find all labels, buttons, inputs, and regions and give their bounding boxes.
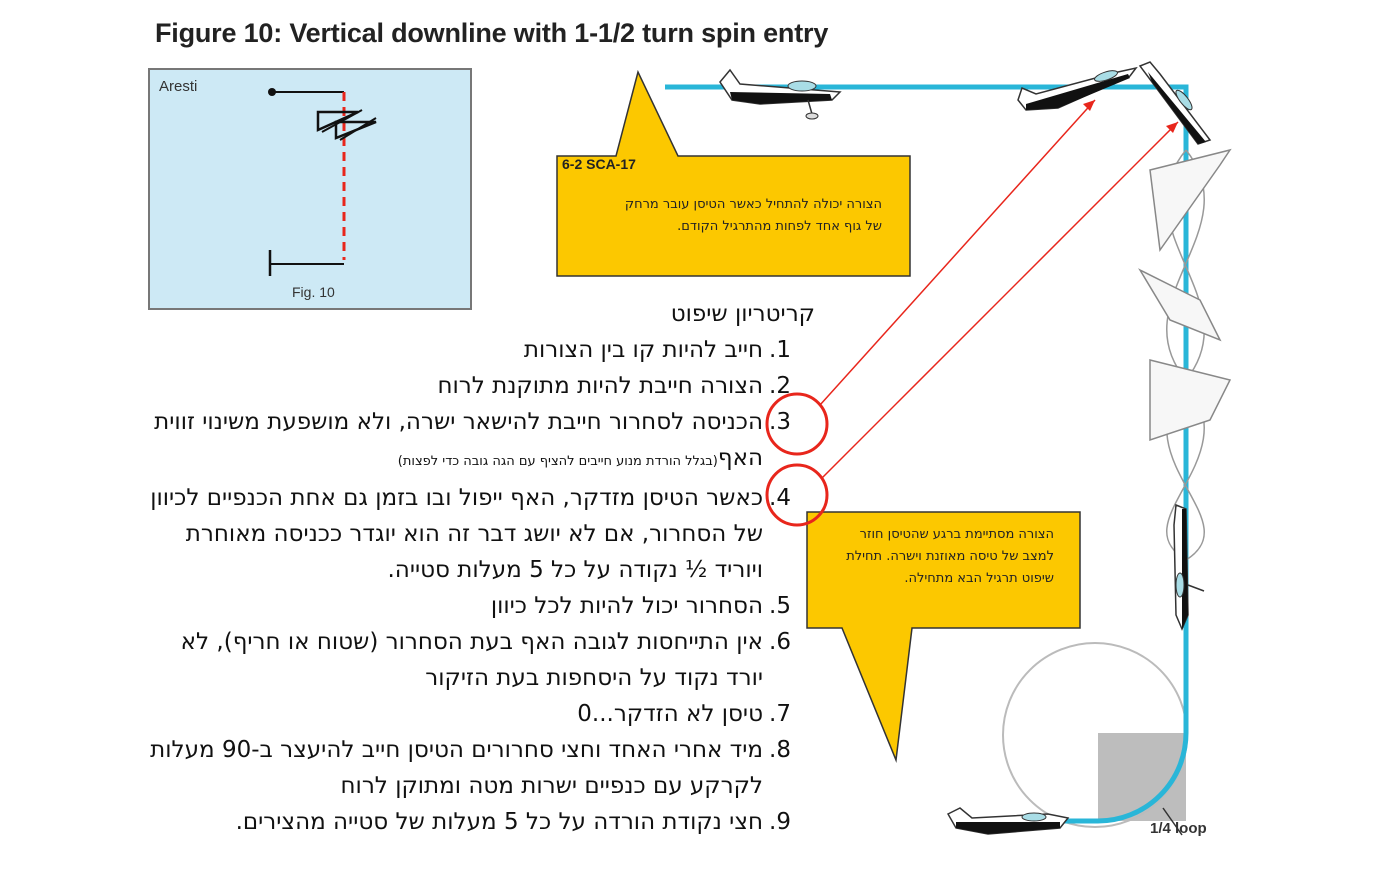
criteria-item: 2. הצורה חייבת להיות מתוקנת לרוח xyxy=(437,373,791,399)
callout-top-text: הצורה יכולה להתחיל כאשר הטיסן עובר מרחק של גוף אחד לפחות מהתרגיל הקודם. xyxy=(624,197,882,234)
criteria-heading: קריטריון שיפוט xyxy=(670,301,815,327)
aresti-caption: Fig. 10 xyxy=(292,284,335,300)
airplane-exit xyxy=(948,808,1068,834)
airplane-downline xyxy=(1174,505,1204,629)
airplane-stall xyxy=(1140,62,1210,144)
criteria-item: 9. חצי נקודת הורדה על כל 5 מעלות של סטייה מהצירים. xyxy=(235,809,791,835)
criteria-item: 8. מיד אחרי האחד וחצי סחרורים הטיסן חייב להיעצר ב-90 מעלות לקרקע עם כנפיים ישרות מטה ומתוקן לרוח xyxy=(150,737,791,799)
criteria-note: (בגלל הורדת מנוע חייבים להציף עם הגה גובה כדי לפצות) xyxy=(397,454,718,469)
criteria-item: 5. הסחרור יכול להיות לכל כיוון xyxy=(490,593,791,619)
criteria-item: 3. הכניסה לסחרור חייבת להישאר ישרה, ולא מושפעת משינוי זווית האף(בגלל הורדת מנוע חייבים להציף עם הגה גובה כדי לפצות) xyxy=(154,409,791,471)
airplane-entry xyxy=(720,70,840,119)
criteria-list xyxy=(150,332,815,840)
aresti-label: Aresti xyxy=(159,78,198,95)
criteria-item: 7. טיסן לא הזדקר...0 xyxy=(577,701,791,727)
callout-bottom-text: הצורה מסתיימת ברגע שהטיסן חוזר למצב של טיסה מאוזנת וישרה. תחילת שיפוט תרגיל הבא מתחילה. xyxy=(846,527,1054,586)
callout-top-box xyxy=(557,72,910,276)
criteria-item: 4. כאשר הטיסן מזדקר, האף ייפול ובו בזמן גם אחת הכנפיים לכיוון של הסחרור, אם לא יושג דבר זה הוא יוגדר ככניסה מאוחרת ויוריד ½ נקודה על כל 5 מעלות סטייה. xyxy=(150,485,791,583)
judging-criteria xyxy=(150,296,815,840)
callout-top-code: 6-2 SCA-17 xyxy=(562,156,636,172)
spin-planes xyxy=(1140,150,1230,440)
criteria-item: 1. חייב להיות קו בין הצורות xyxy=(523,337,791,363)
criteria-item: 6. אין התייחסות לגובה האף בעת הסחרור (שטוח או חריף), לא יורד נקוד על היסחפות בעת הזיקור xyxy=(180,629,791,691)
figure-title: Figure 10: Vertical downline with 1-1/2 turn spin entry xyxy=(155,18,829,48)
quarter-loop-label: 1/4 loop xyxy=(1150,820,1207,837)
